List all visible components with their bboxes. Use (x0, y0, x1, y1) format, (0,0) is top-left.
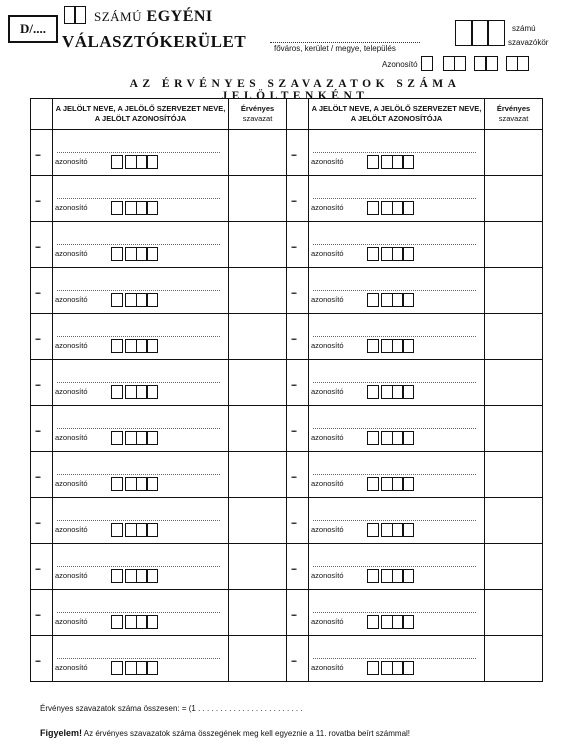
row-number-placeholder: .... (291, 470, 296, 480)
candidate-id-boxes[interactable] (367, 523, 413, 537)
candidate-id-boxes[interactable] (367, 477, 413, 491)
candidate-name-line[interactable] (57, 520, 220, 521)
row-number-cell[interactable] (31, 268, 53, 314)
candidate-cell[interactable] (309, 130, 485, 176)
form-code-box (8, 15, 58, 43)
votes-cell[interactable] (229, 406, 287, 452)
azonosito-label: azonosító (55, 663, 88, 672)
azonosito-label: azonosító (55, 571, 88, 580)
id-digit-box[interactable] (367, 339, 379, 353)
table-row (31, 406, 543, 452)
row-number-cell[interactable] (287, 268, 309, 314)
id-digit-box[interactable] (402, 339, 414, 353)
azonosito-label: azonosító (55, 249, 88, 258)
azonosito-label: azonosító (55, 157, 88, 166)
id-digit-box[interactable] (146, 293, 158, 307)
precinct-number-box[interactable] (487, 20, 505, 46)
row-number-placeholder: .... (291, 194, 296, 204)
candidate-name-line[interactable] (57, 566, 220, 567)
id-digit-box[interactable] (111, 615, 123, 629)
header-azonosito-label: Azonosító (382, 60, 418, 69)
row-number-header (31, 99, 53, 130)
id-digit-box[interactable] (111, 201, 123, 215)
azonosito-label: azonosító (55, 525, 88, 534)
location-field[interactable] (270, 34, 420, 43)
id-digit-box[interactable] (146, 661, 158, 675)
azonosito-label: azonosító (311, 571, 344, 580)
candidate-cell[interactable] (53, 360, 229, 406)
candidate-id-boxes[interactable] (367, 155, 413, 169)
azonosito-label: azonosító (311, 479, 344, 488)
votes-cell[interactable] (485, 452, 543, 498)
row-number-placeholder: .... (35, 286, 40, 296)
candidate-name-line[interactable] (57, 428, 220, 429)
header-id-box[interactable] (517, 56, 529, 71)
id-digit-box[interactable] (146, 247, 158, 261)
candidate-cell[interactable] (53, 544, 229, 590)
votes-cell[interactable] (485, 406, 543, 452)
azonosito-label: azonosító (55, 295, 88, 304)
azonosito-label: azonosító (311, 525, 344, 534)
candidate-name-line[interactable] (313, 520, 476, 521)
azonosito-label: azonosító (311, 295, 344, 304)
table-row (31, 176, 543, 222)
votes-cell[interactable] (485, 176, 543, 222)
candidate-cell[interactable] (309, 176, 485, 222)
row-number-placeholder: .... (291, 286, 296, 296)
votes-cell[interactable] (229, 636, 287, 682)
id-digit-box[interactable] (402, 293, 414, 307)
row-number-placeholder: .... (291, 562, 296, 572)
candidate-id-boxes[interactable] (111, 247, 157, 261)
candidate-cell[interactable] (53, 498, 229, 544)
id-digit-box[interactable] (146, 523, 158, 537)
azonosito-label: azonosító (55, 341, 88, 350)
id-digit-box[interactable] (367, 477, 379, 491)
id-digit-box[interactable] (367, 247, 379, 261)
id-digit-box[interactable] (402, 385, 414, 399)
candidate-id-boxes[interactable] (367, 569, 413, 583)
candidate-name-line[interactable] (313, 566, 476, 567)
id-digit-box[interactable] (402, 523, 414, 537)
row-number-placeholder: .... (35, 240, 40, 250)
votes-cell[interactable] (229, 590, 287, 636)
row-number-cell[interactable] (31, 636, 53, 682)
candidate-id-boxes[interactable] (367, 431, 413, 445)
id-digit-box[interactable] (367, 661, 379, 675)
votes-cell[interactable] (485, 360, 543, 406)
id-digit-box[interactable] (111, 247, 123, 261)
row-number-placeholder: .... (291, 516, 296, 526)
candidate-id-boxes[interactable] (111, 661, 157, 675)
candidate-name-line[interactable] (57, 474, 220, 475)
id-digit-box[interactable] (367, 201, 379, 215)
candidate-name-line[interactable] (57, 152, 220, 153)
azonosito-label: azonosító (311, 249, 344, 258)
row-number-placeholder: .... (291, 240, 296, 250)
candidate-name-line[interactable] (313, 290, 476, 291)
votes-cell[interactable] (229, 176, 287, 222)
header-id-box[interactable] (454, 56, 466, 71)
id-digit-box[interactable] (367, 155, 379, 169)
id-digit-box[interactable] (367, 293, 379, 307)
candidate-id-boxes[interactable] (111, 615, 157, 629)
location-label: főváros, kerület / megye, település (274, 44, 396, 53)
id-digit-box[interactable] (111, 155, 123, 169)
id-digit-box[interactable] (402, 569, 414, 583)
row-number-cell[interactable] (287, 222, 309, 268)
candidate-name-line[interactable] (57, 198, 220, 199)
row-number-placeholder: .... (35, 148, 40, 158)
id-digit-box[interactable] (402, 247, 414, 261)
candidate-name-line[interactable] (313, 612, 476, 613)
warning-note (40, 728, 410, 738)
candidate-name-line[interactable] (57, 612, 220, 613)
azonosito-label: azonosító (311, 203, 344, 212)
row-number-placeholder: .... (291, 654, 296, 664)
candidate-id-boxes[interactable] (367, 247, 413, 261)
id-digit-box[interactable] (146, 477, 158, 491)
candidate-id-boxes[interactable] (367, 293, 413, 307)
table-row (31, 498, 543, 544)
candidate-name-line[interactable] (313, 658, 476, 659)
id-digit-box[interactable] (111, 339, 123, 353)
table-row (31, 314, 543, 360)
candidate-name-line[interactable] (313, 428, 476, 429)
row-number-placeholder: .... (291, 378, 296, 388)
id-digit-box[interactable] (367, 431, 379, 445)
candidate-cell[interactable] (309, 268, 485, 314)
candidate-cell[interactable] (309, 406, 485, 452)
row-number-cell[interactable] (287, 314, 309, 360)
id-digit-box[interactable] (111, 477, 123, 491)
header-id-box[interactable] (486, 56, 498, 71)
votes-cell[interactable] (229, 268, 287, 314)
total-votes-line[interactable]: Érvényes szavazatok száma összesen: = (1 . . . . . . . . . . . . . . . . . . . . . . . . (40, 704, 303, 713)
id-digit-box[interactable] (367, 615, 379, 629)
candidate-cell[interactable] (309, 452, 485, 498)
row-number-cell[interactable] (287, 498, 309, 544)
id-digit-box[interactable] (402, 201, 414, 215)
id-digit-box[interactable] (111, 293, 123, 307)
votes-header-line1: Érvényes (496, 104, 531, 113)
table-body (31, 130, 543, 682)
candidate-name-line[interactable] (57, 658, 220, 659)
votes-cell[interactable] (229, 498, 287, 544)
row-number-cell[interactable] (287, 590, 309, 636)
row-number-header (287, 99, 309, 130)
row-number-cell[interactable] (31, 544, 53, 590)
row-number-cell[interactable] (31, 222, 53, 268)
row-number-placeholder: .... (35, 194, 40, 204)
candidate-cell[interactable] (53, 406, 229, 452)
candidate-cell[interactable] (309, 360, 485, 406)
id-digit-box[interactable] (111, 431, 123, 445)
candidate-name-line[interactable] (313, 474, 476, 475)
row-number-placeholder: .... (35, 470, 40, 480)
candidate-votes-table (30, 98, 543, 682)
main-heading: AZ ÉRVÉNYES SZAVAZATOK SZÁMA JELÖLTENKÉNT (129, 78, 461, 102)
candidate-name-line[interactable] (313, 244, 476, 245)
candidate-id-boxes[interactable] (111, 155, 157, 169)
candidate-cell[interactable] (309, 636, 485, 682)
table-row (31, 130, 543, 176)
form-code: D/.... (20, 21, 46, 36)
candidate-id-boxes[interactable] (111, 293, 157, 307)
azonosito-label: azonosító (311, 341, 344, 350)
azonosito-label: azonosító (55, 433, 88, 442)
candidate-cell[interactable] (309, 314, 485, 360)
candidate-cell[interactable] (53, 590, 229, 636)
votes-header-line1: Érvényes (240, 104, 275, 113)
votes-cell[interactable] (485, 544, 543, 590)
candidate-id-boxes[interactable] (111, 431, 157, 445)
candidate-id-boxes[interactable] (367, 615, 413, 629)
id-digit-box[interactable] (146, 431, 158, 445)
votes-cell[interactable] (229, 130, 287, 176)
title-egyeni: EGYÉNI (146, 8, 213, 25)
row-number-cell[interactable] (287, 636, 309, 682)
candidate-id-boxes[interactable] (111, 385, 157, 399)
azonosito-label: azonosító (55, 387, 88, 396)
row-number-placeholder: .... (35, 378, 40, 388)
table-row (31, 268, 543, 314)
candidate-cell[interactable] (53, 176, 229, 222)
id-digit-box[interactable] (146, 155, 158, 169)
candidate-column-header: A JELÖLT NEVE, A JELÖLŐ SZERVEZET NEVE, A JELÖLT AZONOSÍTÓJA (53, 99, 229, 130)
row-number-cell[interactable] (31, 498, 53, 544)
azonosito-label: azonosító (55, 617, 88, 626)
szamu-label: számú (512, 24, 536, 33)
id-digit-box[interactable] (111, 661, 123, 675)
id-digit-box[interactable] (111, 523, 123, 537)
azonosito-label: azonosító (311, 157, 344, 166)
candidate-name-line[interactable] (313, 382, 476, 383)
row-number-placeholder: .... (291, 148, 296, 158)
warning-bold: Figyelem! (40, 728, 83, 738)
candidate-cell[interactable] (53, 636, 229, 682)
candidate-id-boxes[interactable] (367, 339, 413, 353)
row-number-placeholder: .... (35, 332, 40, 342)
candidate-id-boxes[interactable] (111, 523, 157, 537)
row-number-placeholder: .... (35, 608, 40, 618)
votes-cell[interactable] (485, 590, 543, 636)
candidate-name-line[interactable] (57, 336, 220, 337)
votes-header-line2: szavazat (242, 114, 273, 123)
candidate-id-boxes[interactable] (111, 477, 157, 491)
row-number-placeholder: .... (35, 516, 40, 526)
candidate-name-line[interactable] (57, 290, 220, 291)
id-digit-box[interactable] (146, 385, 158, 399)
votes-cell[interactable] (229, 222, 287, 268)
candidate-id-boxes[interactable] (111, 201, 157, 215)
candidate-name-line[interactable] (313, 336, 476, 337)
candidate-cell[interactable] (53, 314, 229, 360)
table-row (31, 636, 543, 682)
candidate-column-header: A JELÖLT NEVE, A JELÖLŐ SZERVEZET NEVE, A JELÖLT AZONOSÍTÓJA (309, 99, 485, 130)
candidate-name-line[interactable] (57, 244, 220, 245)
row-number-cell[interactable] (287, 406, 309, 452)
table-row (31, 222, 543, 268)
row-number-cell[interactable] (287, 544, 309, 590)
row-number-cell[interactable] (31, 452, 53, 498)
id-digit-box[interactable] (111, 385, 123, 399)
id-digit-box[interactable] (367, 385, 379, 399)
row-number-placeholder: .... (291, 424, 296, 434)
votes-cell[interactable] (485, 268, 543, 314)
title-line-1 (94, 8, 213, 26)
azonosito-label: azonosító (55, 479, 88, 488)
szavazokor-label: szavazókör (508, 38, 549, 47)
candidate-cell[interactable] (309, 590, 485, 636)
table-row (31, 452, 543, 498)
row-number-placeholder: .... (35, 562, 40, 572)
votes-cell[interactable] (485, 130, 543, 176)
azonosito-label: azonosító (311, 387, 344, 396)
id-digit-box[interactable] (146, 569, 158, 583)
header-id-box[interactable] (474, 56, 486, 71)
candidate-id-boxes[interactable] (367, 661, 413, 675)
votes-column-header (229, 99, 287, 130)
candidate-cell[interactable] (53, 268, 229, 314)
candidate-id-boxes[interactable] (367, 201, 413, 215)
votes-cell[interactable] (229, 452, 287, 498)
azonosito-label: azonosító (311, 433, 344, 442)
row-number-cell[interactable] (287, 176, 309, 222)
candidate-id-boxes[interactable] (367, 385, 413, 399)
azonosito-label: azonosító (311, 617, 344, 626)
id-digit-box[interactable] (367, 523, 379, 537)
row-number-cell[interactable] (31, 314, 53, 360)
row-number-cell[interactable] (31, 590, 53, 636)
candidate-name-line[interactable] (313, 152, 476, 153)
candidate-cell[interactable] (309, 544, 485, 590)
candidate-name-line[interactable] (57, 382, 220, 383)
id-digit-box[interactable] (146, 201, 158, 215)
azonosito-label: azonosító (311, 663, 344, 672)
id-digit-box[interactable] (402, 431, 414, 445)
row-number-cell[interactable] (287, 360, 309, 406)
votes-cell[interactable] (485, 222, 543, 268)
row-number-cell[interactable] (31, 360, 53, 406)
votes-cell[interactable] (229, 360, 287, 406)
row-number-cell[interactable] (31, 130, 53, 176)
district-number-box[interactable] (74, 6, 86, 24)
title-line-2: VÁLASZTÓKERÜLET (62, 32, 247, 51)
candidate-cell[interactable] (309, 222, 485, 268)
id-digit-box[interactable] (367, 569, 379, 583)
candidate-cell[interactable] (53, 130, 229, 176)
id-digit-box[interactable] (146, 615, 158, 629)
candidate-id-boxes[interactable] (111, 569, 157, 583)
votes-cell[interactable] (229, 314, 287, 360)
row-number-cell[interactable] (31, 406, 53, 452)
header-id-box[interactable] (421, 56, 433, 71)
id-digit-box[interactable] (111, 569, 123, 583)
id-digit-box[interactable] (402, 661, 414, 675)
table-row (31, 544, 543, 590)
votes-header-line2: szavazat (498, 114, 529, 123)
candidate-cell[interactable] (53, 452, 229, 498)
votes-cell[interactable] (229, 544, 287, 590)
table-header-row (31, 99, 543, 130)
row-number-placeholder: .... (35, 654, 40, 664)
row-number-cell[interactable] (31, 176, 53, 222)
candidate-cell[interactable] (53, 222, 229, 268)
table-row (31, 590, 543, 636)
title-szamu: SZÁMÚ (94, 9, 143, 24)
id-digit-box[interactable] (146, 339, 158, 353)
votes-cell[interactable] (485, 498, 543, 544)
id-digit-box[interactable] (402, 615, 414, 629)
id-digit-box[interactable] (402, 155, 414, 169)
votes-cell[interactable] (485, 314, 543, 360)
votes-column-header (485, 99, 543, 130)
azonosito-label: azonosító (55, 203, 88, 212)
id-digit-box[interactable] (402, 477, 414, 491)
row-number-cell[interactable] (287, 130, 309, 176)
row-number-placeholder: .... (35, 424, 40, 434)
row-number-placeholder: .... (291, 332, 296, 342)
candidate-id-boxes[interactable] (111, 339, 157, 353)
votes-cell[interactable] (485, 636, 543, 682)
row-number-cell[interactable] (287, 452, 309, 498)
candidate-cell[interactable] (309, 498, 485, 544)
row-number-placeholder: .... (291, 608, 296, 618)
table-row (31, 360, 543, 406)
warning-text: Az érvényes szavazatok száma összegének meg kell egyeznie a 11. rovatba beírt számmal! (83, 729, 411, 738)
candidate-name-line[interactable] (313, 198, 476, 199)
